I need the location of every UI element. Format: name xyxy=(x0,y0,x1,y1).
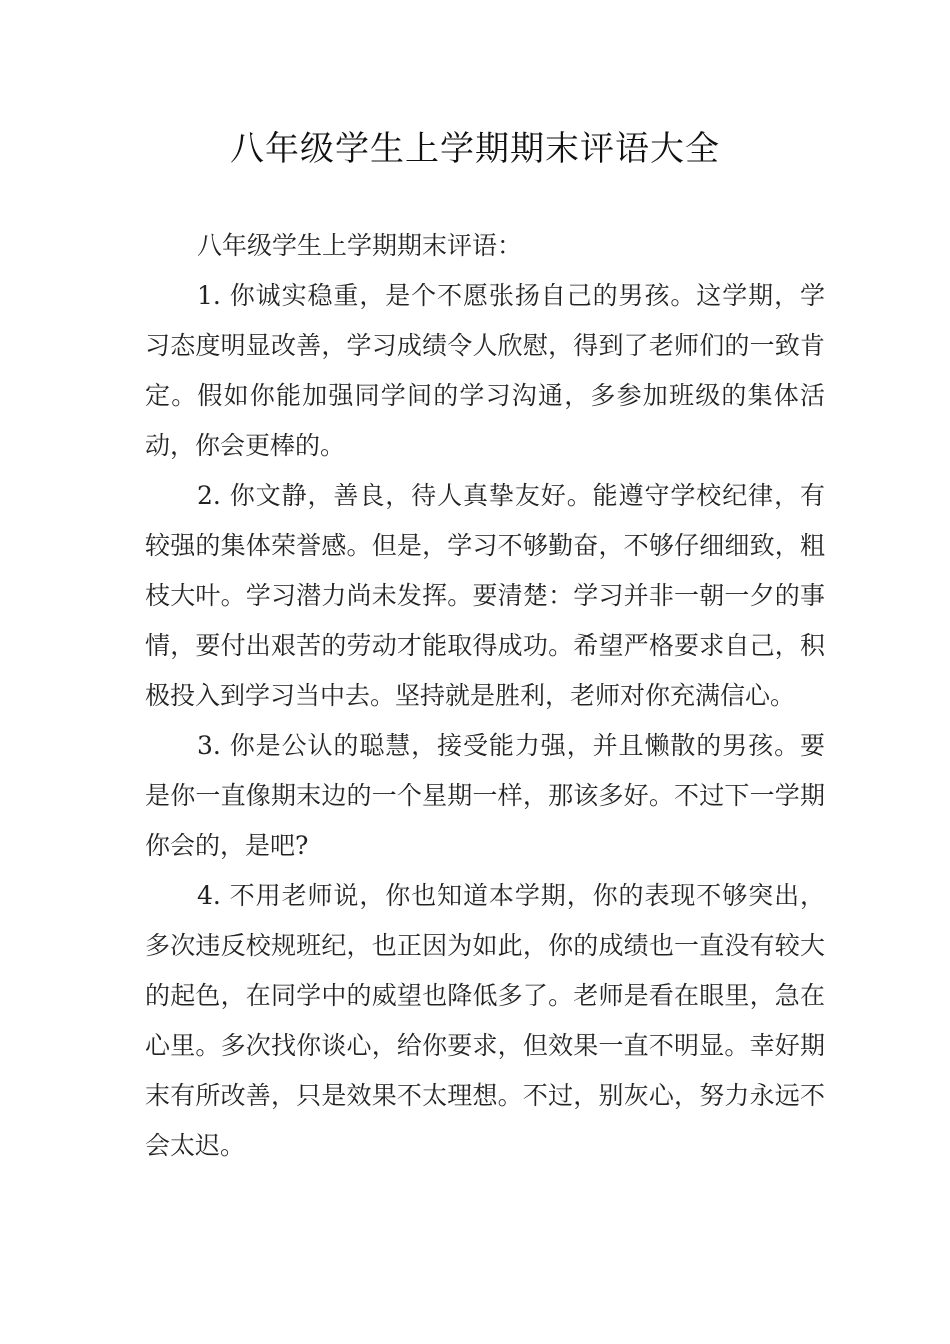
comment-paragraph-1: 1. 你诚实稳重，是个不愿张扬自己的男孩。这学期，学习态度明显改善，学习成绩令人欣慰，得到了老师们的一致肯定。假如你能加强同学间的学习沟通，多参加班级的集体活动，你会更棒的。 xyxy=(145,281,825,460)
comment-paragraph-4: 4. 不用老师说，你也知道本学期，你的表现不够突出，多次违反校规班纪，也正因为如此，你的成绩也一直没有较大的起色，在同学中的威望也降低多了。老师是看在眼里，急在心里。多次找你谈心，给你要求，但效果一直不明显。幸好期末有所改善，只是效果不太理想。不过，别灰心，努力永远不会太迟。 xyxy=(145,881,825,1160)
comment-paragraph-3: 3. 你是公认的聪慧，接受能力强，并且懒散的男孩。要是你一直像期末边的一个星期一样，那该多好。不过下一学期你会的，是吧? xyxy=(145,731,825,860)
document-title: 八年级学生上学期期末评语大全 xyxy=(230,129,720,169)
document-body xyxy=(145,221,825,1171)
intro-paragraph: 八年级学生上学期期末评语： xyxy=(197,231,523,260)
comment-paragraph-2: 2. 你文静，善良，待人真挚友好。能遵守学校纪律，有较强的集体荣誉感。但是，学习不够勤奋，不够仔细细致，粗枝大叶。学习潜力尚未发挥。要清楚：学习并非一朝一夕的事情，要付出艰苦的劳动才能取得成功。希望严格要求自己，积极投入到学习当中去。坚持就是胜利，老师对你充满信心。 xyxy=(145,481,825,710)
